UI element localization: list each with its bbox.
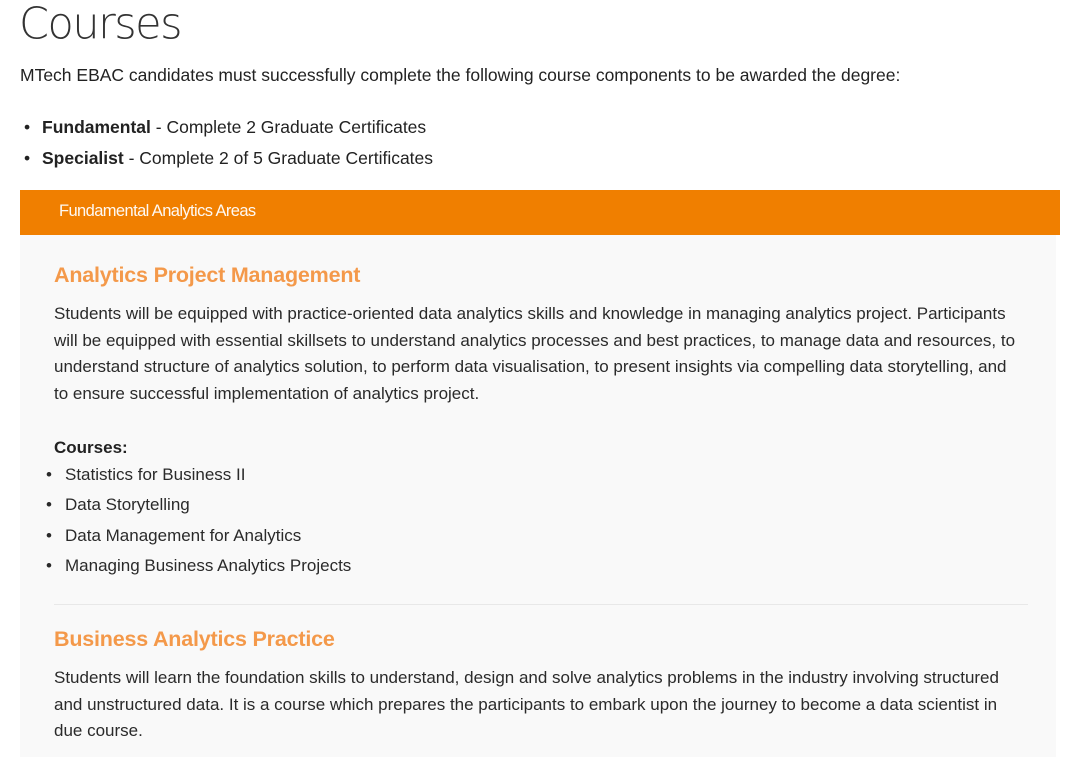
section-divider xyxy=(54,604,1028,605)
requirement-text: - Complete 2 of 5 Graduate Certificates xyxy=(123,148,434,168)
course-item: • Data Management for Analytics xyxy=(44,525,351,555)
accordion-header-fundamental-analytics-areas[interactable] xyxy=(20,190,1060,235)
course-item: • Managing Business Analytics Projects xyxy=(44,555,351,585)
requirement-specialist xyxy=(20,144,433,175)
section-title-analytics-project-management: Analytics Project Management xyxy=(54,263,361,287)
requirement-term: Fundamental xyxy=(42,117,151,137)
course-item: • Statistics for Business II xyxy=(44,464,351,494)
section-title-business-analytics-practice: Business Analytics Practice xyxy=(54,627,335,651)
section-description: Students will be equipped with practice-oriented data analytics skills and knowledge in managing analytics project. Participants will be equipped with essential skillsets to understand analytics processes and best practices, to manage data and resources, to understand structure of analytics solution, to perform data visualisation, to present insights via compelling data storytelling, and to ensure successful implementation of analytics project. xyxy=(54,304,1016,403)
section-description: Students will learn the foundation skills to understand, design and solve analytics problems in the industry involving structured and unstructured data. It is a course which prepares the participants to embark upon the journey to become a data scientist in due course. xyxy=(54,668,999,741)
requirement-fundamental xyxy=(20,113,433,144)
courses-label: Courses: xyxy=(54,438,128,457)
intro-text: MTech EBAC candidates must successfully complete the following course components to be awarded the degree: xyxy=(20,65,901,85)
requirements-list xyxy=(20,113,433,175)
course-item: • Data Storytelling xyxy=(44,494,351,524)
accordion-header-label: Fundamental Analytics Areas xyxy=(59,202,256,220)
requirement-text: - Complete 2 Graduate Certificates xyxy=(150,117,427,137)
course-list xyxy=(44,464,351,585)
accordion-panel xyxy=(20,235,1056,757)
page-title: Courses xyxy=(19,0,182,50)
requirement-term: Specialist xyxy=(42,148,124,168)
